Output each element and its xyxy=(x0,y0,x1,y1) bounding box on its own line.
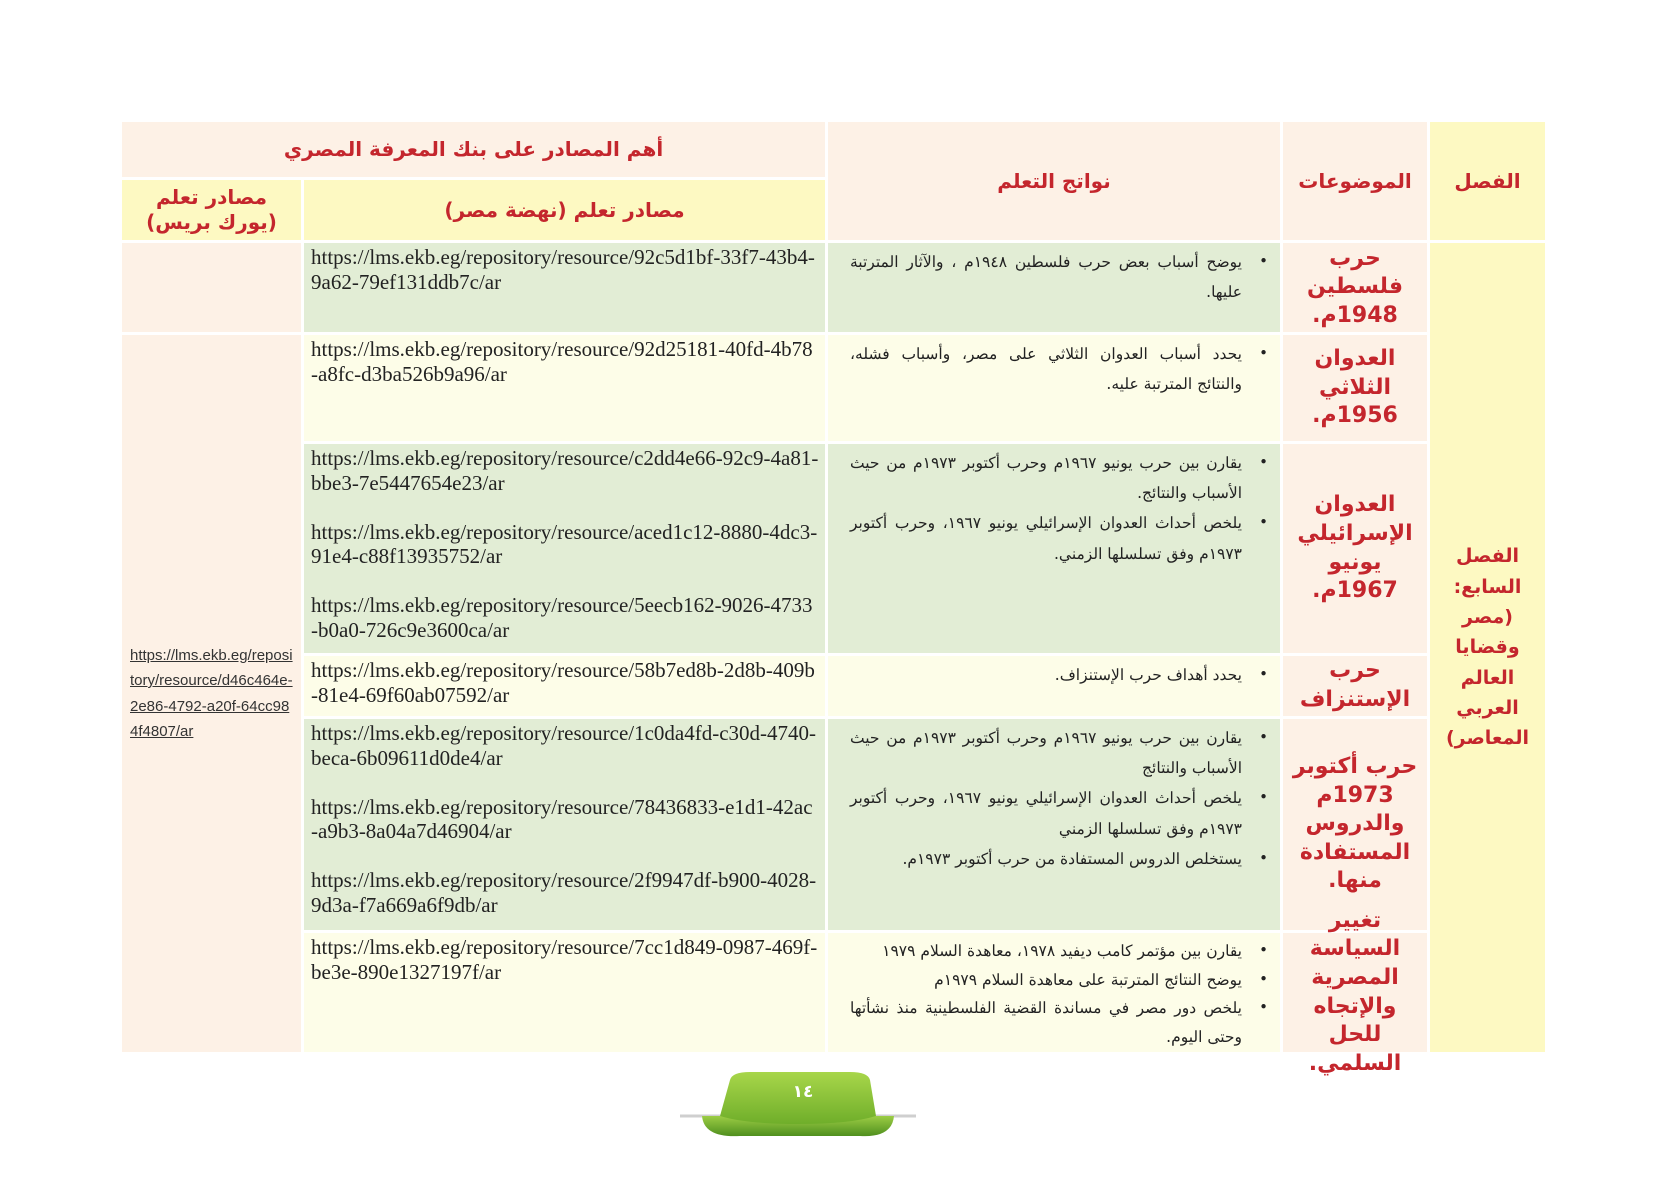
resource-link[interactable]: https://lms.ekb.eg/repository/resource/92d25181-40fd-4b78-a8fc-d3ba526b9a96/ar xyxy=(311,337,813,386)
outcome-item: • يحدد أهداف حرب الإستنزاف. xyxy=(850,660,1242,690)
links-cell xyxy=(304,243,825,332)
topic-cell xyxy=(1283,656,1427,716)
resource-link[interactable]: https://lms.ekb.eg/repository/resource/92c5d1bf-33f7-43b4-9a62-79ef131ddb7c/ar xyxy=(311,245,815,294)
resource-link[interactable]: https://lms.ekb.eg/repository/resource/5eecb162-9026-4733-b0a0-726c9e3600ca/ar xyxy=(311,593,813,642)
resource-link[interactable]: https://lms.ekb.eg/repository/resource/aced1c12-8880-4dc3-91e4-c88f13935752/ar xyxy=(311,519,818,569)
header-nahdet-misr xyxy=(304,180,825,240)
york-press-link[interactable]: https://lms.ekb.eg/repository/resource/d46c464e-2e86-4792-a20f-64cc984f4807/ar xyxy=(130,646,293,740)
outcome-item: • يقارن بين حرب يونيو ١٩٦٧م وحرب أكتوبر ١٩٧٣م من حيث الأسباب والنتائج. xyxy=(850,448,1242,508)
york-press-empty-cell xyxy=(122,243,301,332)
header-unit-label: الفصل xyxy=(1454,168,1521,193)
outcome-item: • يلخص أحداث العدوان الإسرائيلي يونيو ١٩٦٧، وحرب أكتوبر ١٩٧٣م وفق تسلسلها الزمني xyxy=(850,783,1242,843)
topic-cell xyxy=(1283,907,1427,1076)
outcome-item: • يحدد أسباب العدوان الثلاثي على مصر، وأسباب فشله، والنتائج المترتبة عليه. xyxy=(850,339,1242,399)
resource-link[interactable]: https://lms.ekb.eg/repository/resource/78436833-e1d1-42ac-a9b3-8a04a7d46904/ar xyxy=(311,794,813,844)
header-york-press xyxy=(122,180,301,240)
outcomes-list xyxy=(850,339,1242,399)
resource-link[interactable]: https://lms.ekb.eg/repository/resource/7cc1d849-0987-469f-be3e-890e1327197f/ar xyxy=(311,935,818,984)
outcome-item: • يوضح أسباب بعض حرب فلسطين ١٩٤٨م ، والآثار المترتبة عليها. xyxy=(850,247,1242,307)
header-sources-group xyxy=(122,122,825,177)
outcomes-list xyxy=(850,937,1242,1052)
topic-cell xyxy=(1283,719,1427,930)
outcomes-list xyxy=(850,660,1242,690)
outcome-item: • يلخص دور مصر في مساندة القضية الفلسطينية منذ نشأتها وحتى اليوم. xyxy=(850,994,1242,1051)
header-outcomes xyxy=(828,122,1280,240)
header-topics-label: الموضوعات xyxy=(1298,168,1412,193)
outcome-item: • يقارن بين مؤتمر كامب ديفيد ١٩٧٨، معاهدة السلام ١٩٧٩ xyxy=(850,937,1242,966)
outcomes-cell xyxy=(828,719,1280,930)
header-topics xyxy=(1283,122,1427,240)
header-york-press-label: مصادر تعلم (يورك بريس) xyxy=(146,185,277,234)
header-sources-group-label: أهم المصادر على بنك المعرفة المصري xyxy=(283,137,664,161)
topic-cell xyxy=(1283,243,1427,332)
outcomes-cell xyxy=(828,335,1280,441)
topic-label: حرب أكتوبر 1973م والدروس المستفادة منها. xyxy=(1292,754,1418,894)
topic-label: حرب فلسطين 1948م. xyxy=(1307,245,1403,328)
outcomes-cell xyxy=(828,444,1280,653)
unit-name: الفصل السابع: (مصر وقضايا العالم العربي المعاصر) xyxy=(1445,545,1530,750)
links-cell xyxy=(304,656,825,716)
outcome-item: • يستخلص الدروس المستفادة من حرب أكتوبر ١٩٧٣م. xyxy=(850,844,1242,874)
outcomes-cell xyxy=(828,243,1280,332)
outcomes-list xyxy=(850,448,1242,569)
outcomes-cell xyxy=(828,933,1280,1052)
topic-label: تغيير السياسة المصرية والإتجاه للحل السلمي. xyxy=(1308,907,1402,1076)
resource-link[interactable]: https://lms.ekb.eg/repository/resource/c2dd4e66-92c9-4a81-bbe3-7e5447654e23/ar xyxy=(311,446,819,495)
links-cell xyxy=(304,719,825,930)
unit-cell xyxy=(1430,243,1545,1052)
links-cell xyxy=(304,335,825,441)
outcome-item: • يقارن بين حرب يونيو ١٩٦٧م وحرب أكتوبر ١٩٧٣م من حيث الأسباب والنتائج xyxy=(850,723,1242,783)
outcome-item: • يوضح النتائج المترتبة على معاهدة السلام ١٩٧٩م xyxy=(850,966,1242,995)
york-press-link-cell xyxy=(122,335,301,1052)
outcome-item: • يلخص أحداث العدوان الإسرائيلي يونيو ١٩٦٧، وحرب أكتوبر ١٩٧٣م وفق تسلسلها الزمني. xyxy=(850,508,1242,568)
header-nahdet-misr-label: مصادر تعلم (نهضة مصر) xyxy=(444,197,685,222)
outcomes-list xyxy=(850,247,1242,307)
topic-label: العدوان الثلاثي 1956م. xyxy=(1312,346,1398,429)
outcomes-cell xyxy=(828,656,1280,716)
topic-cell xyxy=(1283,444,1427,653)
links-cell xyxy=(304,444,825,653)
resource-link[interactable]: https://lms.ekb.eg/repository/resource/58b7ed8b-2d8b-409b-81e4-69f60ab07592/ar xyxy=(311,658,815,707)
resource-link[interactable]: https://lms.ekb.eg/repository/resource/1c0da4fd-c30d-4740-beca-6b09611d0de4/ar xyxy=(311,721,817,770)
topic-label: العدوان الإسرائيلي يونيو 1967م. xyxy=(1297,492,1413,604)
page-number: ١٤ xyxy=(792,1082,814,1102)
topic-label: حرب الإستنزاف xyxy=(1299,658,1411,712)
header-unit xyxy=(1430,122,1545,240)
header-outcomes-label: نواتج التعلم xyxy=(997,168,1111,193)
outcomes-list xyxy=(850,723,1242,874)
resource-link[interactable]: https://lms.ekb.eg/repository/resource/2f9947df-b900-4028-9d3a-f7a669a6f9db/ar xyxy=(311,868,817,917)
links-cell xyxy=(304,933,825,1052)
topic-cell xyxy=(1283,335,1427,441)
